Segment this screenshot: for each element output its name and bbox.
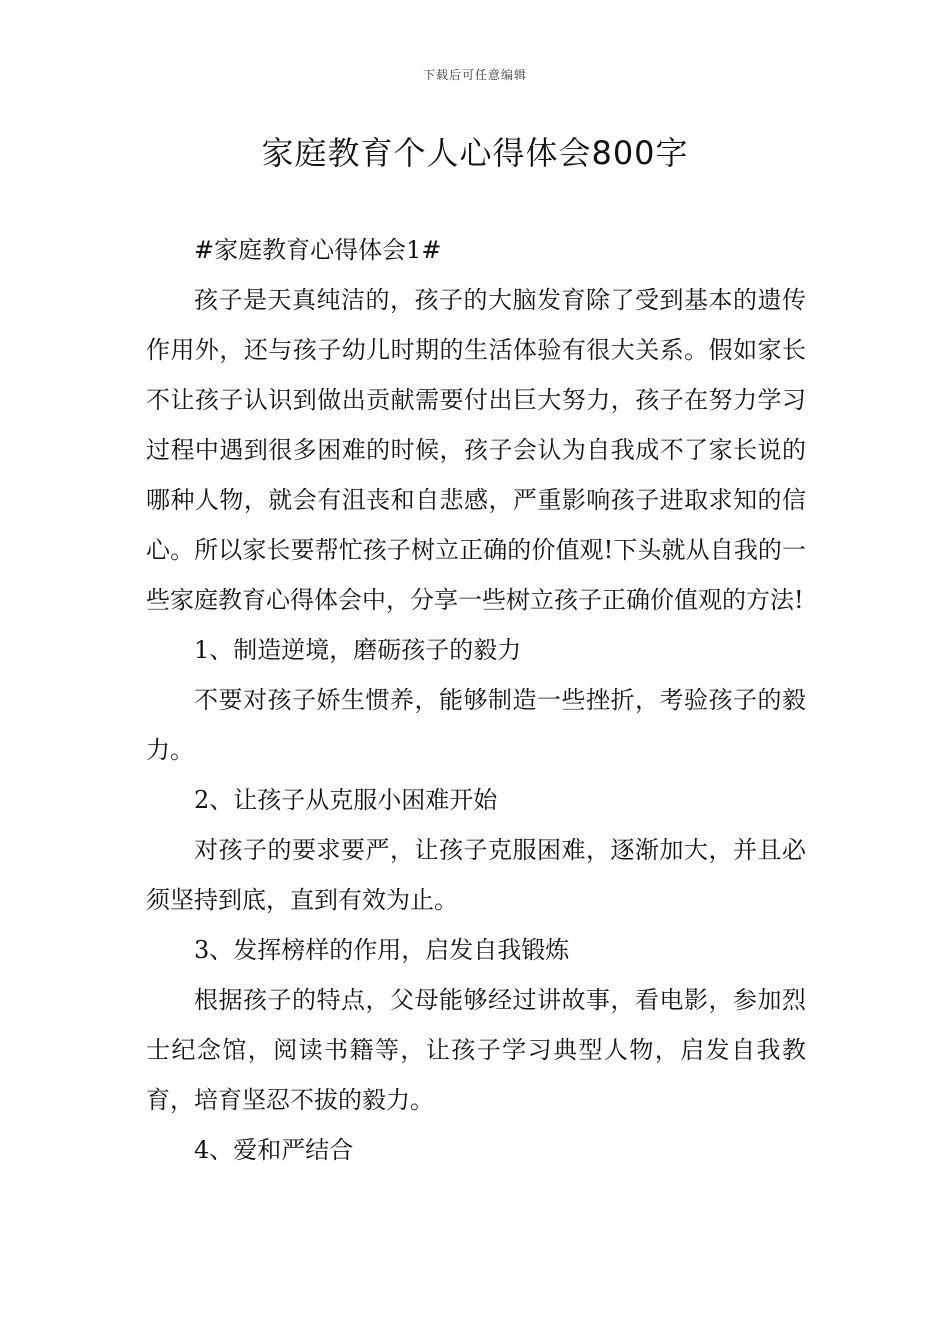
body-paragraph: 不要对孩子娇生惯养，能够制造一些挫折，考验孩子的毅力。: [146, 686, 806, 764]
list-heading: 4、爱和严结合: [194, 1136, 354, 1164]
list-heading: 3、发挥榜样的作用，启发自我锻炼: [194, 936, 570, 964]
section-heading: #家庭教育心得体会1#: [194, 236, 442, 264]
list-heading: 2、让孩子从克服小困难开始: [194, 786, 498, 814]
list-heading: 1、制造逆境，磨砺孩子的毅力: [194, 636, 522, 664]
body-paragraph: 根据孩子的特点，父母能够经过讲故事，看电影，参加烈士纪念馆，阅读书籍等，让孩子学习典型人物，启发自我教育，培育坚忍不拔的毅力。: [146, 986, 806, 1114]
header-note: 下载后可任意编辑: [422, 68, 527, 82]
document-title: 家庭教育个人心得体会800字: [261, 134, 689, 172]
body-paragraph: 孩子是天真纯洁的，孩子的大脑发育除了受到基本的遗传作用外，还与孩子幼儿时期的生活体验有很大关系。假如家长不让孩子认识到做出贡献需要付出巨大努力，孩子在努力学习过程中遇到很多困难的时候，孩子会认为自我成不了家长说的哪种人物，就会有沮丧和自悲感，严重影响孩子进取求知的信心。所以家长要帮忙孩子树立正确的价值观!下头就从自我的一些家庭教育心得体会中，分享一些树立孩子正确价值观的方法!: [146, 286, 806, 614]
body-paragraph: 对孩子的要求要严，让孩子克服困难，逐渐加大，并且必须坚持到底，直到有效为止。: [146, 836, 806, 914]
document-body: [146, 225, 806, 1175]
